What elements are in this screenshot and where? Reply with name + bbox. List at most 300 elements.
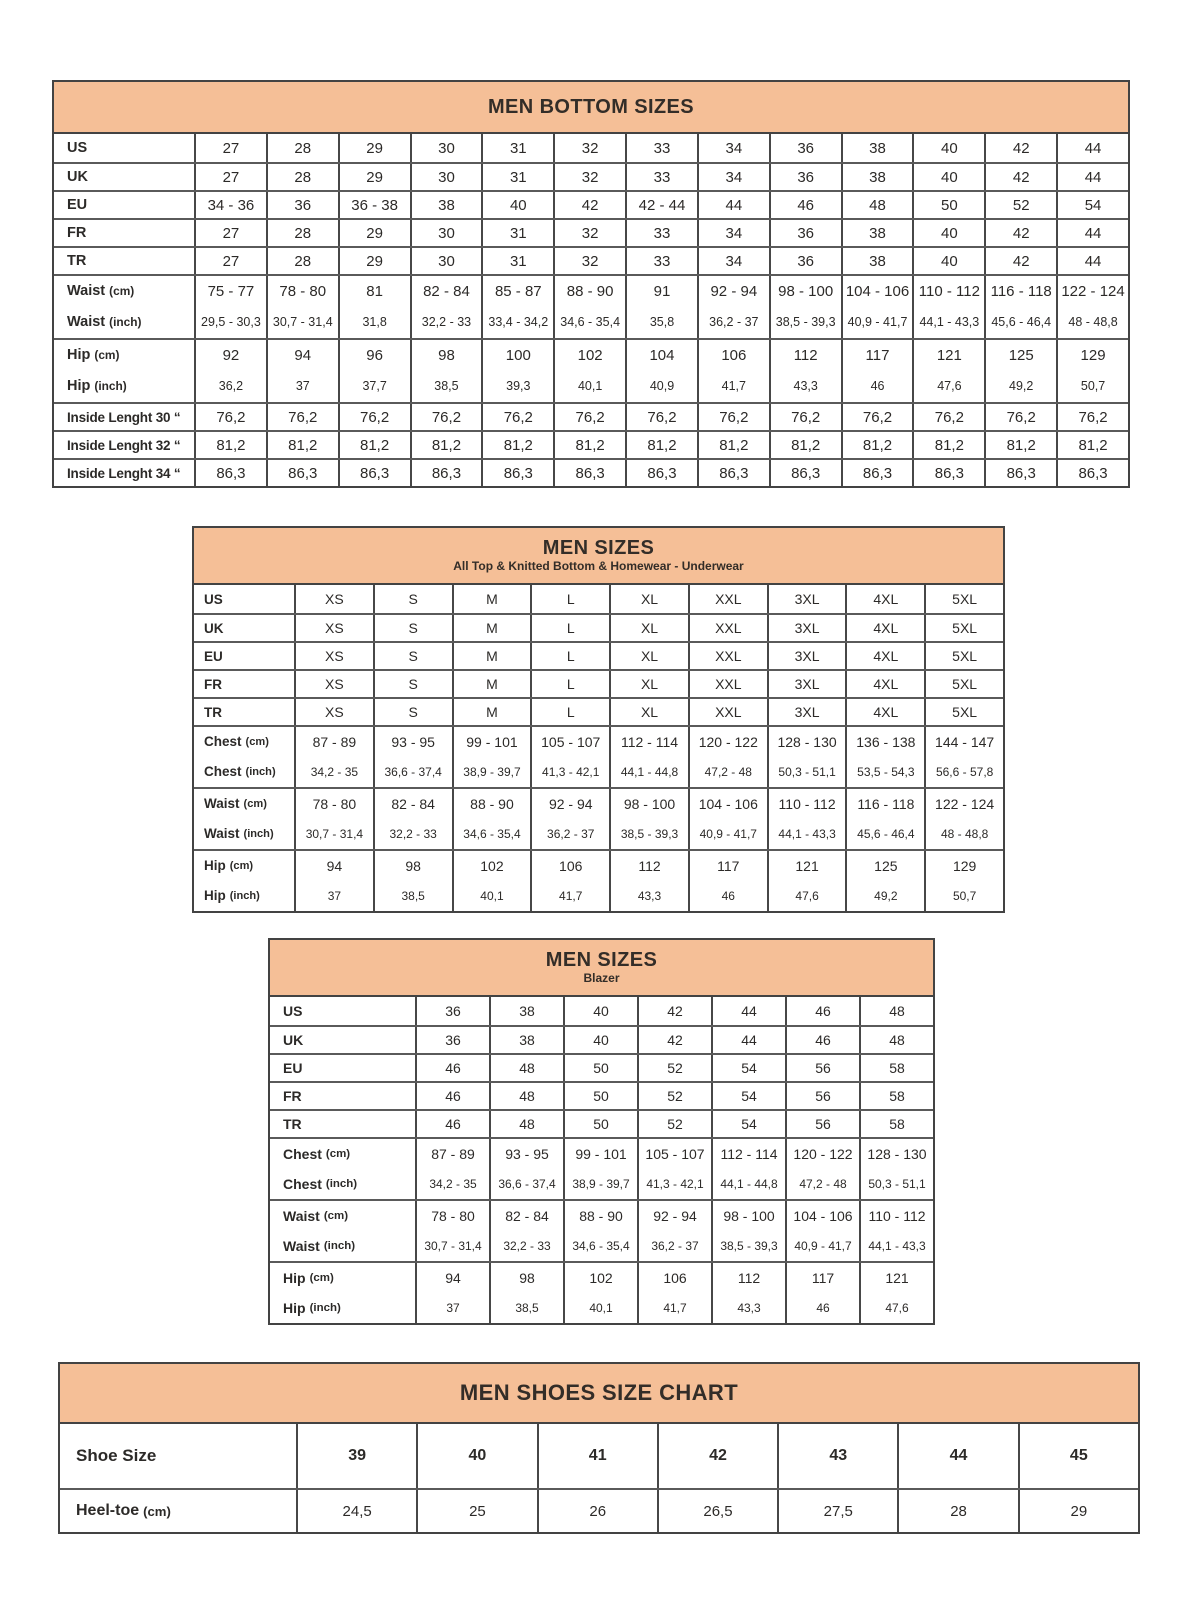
value-cell: XS [294, 615, 373, 641]
row-label-text: Hip [67, 378, 91, 394]
table-row-us [54, 134, 1128, 162]
value-cell: 86,3 [841, 460, 913, 486]
table-row-uk [194, 613, 1003, 641]
value-cell: 81,2 [1056, 432, 1128, 458]
value-cell: 38 [841, 220, 913, 246]
value-cell: 44,1 - 43,3 [859, 1230, 933, 1261]
value-cell: M [452, 585, 531, 613]
value-cell: 44 [1056, 220, 1128, 246]
value-cell: 48 [841, 192, 913, 218]
value-cell: 122 - 124 [924, 789, 1003, 818]
value-cell: 44,1 - 44,8 [711, 1168, 785, 1199]
value-cell: 38,5 - 39,3 [711, 1230, 785, 1261]
value-cell: 43,3 [711, 1292, 785, 1323]
value-cell: 100 [481, 340, 553, 370]
value-cell: 86,3 [769, 460, 841, 486]
value-cell: 112 - 114 [609, 727, 688, 756]
value-cell: 110 - 112 [912, 276, 984, 306]
value-cell: 41,3 - 42,1 [637, 1168, 711, 1199]
value-cell: 125 [984, 340, 1056, 370]
value-cell: 38,5 - 39,3 [769, 306, 841, 338]
value-cell: 40 [912, 248, 984, 274]
value-cell: 88 - 90 [452, 789, 531, 818]
table-row-tr [194, 697, 1003, 725]
value-cell: 81,2 [769, 432, 841, 458]
table-title: MEN SHOES SIZE CHART [459, 1380, 739, 1406]
row-label-text: FR [67, 225, 87, 241]
value-cell: 48 - 48,8 [1056, 306, 1128, 338]
row-label [54, 306, 194, 338]
table-row-waist-inch [194, 818, 1003, 849]
value-cell: 94 [266, 340, 338, 370]
value-cell: 44 [1056, 248, 1128, 274]
value-cell: 98 [373, 851, 452, 880]
value-cell: 81,2 [410, 432, 482, 458]
value-cell: L [530, 585, 609, 613]
value-cell: 36 - 38 [338, 192, 410, 218]
value-cell: 49,2 [984, 370, 1056, 402]
value-cell: 45,6 - 46,4 [984, 306, 1056, 338]
row-label-text: Heel-toe [76, 1502, 140, 1519]
value-cell: 48 [859, 997, 933, 1025]
value-cell: 102 [452, 851, 531, 880]
value-cell: 32,2 - 33 [410, 306, 482, 338]
value-cell: 94 [294, 851, 373, 880]
row-label [270, 1230, 415, 1261]
value-cell: 3XL [767, 699, 846, 725]
value-cell: 40,9 - 41,7 [841, 306, 913, 338]
table-row-eu [270, 1053, 933, 1081]
men-sizes-tops-header [194, 528, 1003, 585]
value-cell: 144 - 147 [924, 727, 1003, 756]
value-cell: 38,5 [373, 880, 452, 911]
value-cell: 28 [266, 134, 338, 162]
value-cell: L [530, 615, 609, 641]
value-cell: 54 [1056, 192, 1128, 218]
value-cell: 86,3 [912, 460, 984, 486]
value-cell: 125 [845, 851, 924, 880]
value-cell: 117 [841, 340, 913, 370]
value-cell: 81,2 [338, 432, 410, 458]
value-cell: S [373, 671, 452, 697]
value-cell: XXL [688, 585, 767, 613]
row-label [270, 1201, 415, 1230]
value-cell: 4XL [845, 615, 924, 641]
value-cell: 38,5 - 39,3 [609, 818, 688, 849]
value-cell: 50 [563, 1055, 637, 1081]
row-label [54, 164, 194, 190]
value-cell: 81,2 [984, 432, 1056, 458]
value-cell: 122 - 124 [1056, 276, 1128, 306]
row-label-unit: (cm) [143, 1503, 171, 1519]
value-cell: 5XL [924, 585, 1003, 613]
value-cell: 76,2 [266, 404, 338, 430]
value-cell: 110 - 112 [859, 1201, 933, 1230]
row-label-unit: (inch) [309, 1301, 341, 1314]
value-cell: 25 [416, 1490, 536, 1532]
value-cell: 92 - 94 [637, 1201, 711, 1230]
table-body [60, 1424, 1138, 1532]
value-cell: 98 - 100 [609, 789, 688, 818]
value-cell: 92 - 94 [530, 789, 609, 818]
value-cell: 102 [553, 340, 625, 370]
value-cell: 88 - 90 [553, 276, 625, 306]
value-cell: 56 [785, 1083, 859, 1109]
row-label [270, 1139, 415, 1168]
value-cell: 29 [1018, 1490, 1138, 1532]
row-label [194, 585, 294, 613]
value-cell: XS [294, 699, 373, 725]
row-label [54, 248, 194, 274]
value-cell: S [373, 585, 452, 613]
value-cell: XL [609, 699, 688, 725]
value-cell: 27 [194, 248, 266, 274]
value-cell: 43 [777, 1424, 897, 1488]
row-label [194, 851, 294, 880]
row-label [60, 1490, 296, 1532]
men-sizes-blazer-table [268, 938, 935, 1325]
table-row-inside-lenght-34 [54, 458, 1128, 486]
value-cell: 38 [489, 997, 563, 1025]
value-cell: 46 [415, 1083, 489, 1109]
value-cell: 52 [637, 1111, 711, 1137]
value-cell: 48 [489, 1055, 563, 1081]
table-row-hip-cm [194, 849, 1003, 880]
value-cell: 46 [841, 370, 913, 402]
value-cell: 4XL [845, 585, 924, 613]
value-cell: 76,2 [338, 404, 410, 430]
value-cell: 56 [785, 1111, 859, 1137]
value-cell: 42 [637, 1027, 711, 1053]
value-cell: 92 - 94 [697, 276, 769, 306]
value-cell: 27 [194, 164, 266, 190]
value-cell: 40 [912, 134, 984, 162]
value-cell: 42 [637, 997, 711, 1025]
value-cell: XL [609, 585, 688, 613]
table-row-waist-cm [194, 787, 1003, 818]
table-row-tr [270, 1109, 933, 1137]
value-cell: 40 [416, 1424, 536, 1488]
table-row-chest-cm [270, 1137, 933, 1168]
value-cell: 40,9 - 41,7 [688, 818, 767, 849]
value-cell: 42 [984, 248, 1056, 274]
value-cell: 27 [194, 134, 266, 162]
row-label-text: Waist [204, 826, 240, 841]
table-row-shoe-size [60, 1424, 1138, 1488]
value-cell: 78 - 80 [294, 789, 373, 818]
value-cell: 40 [481, 192, 553, 218]
value-cell: 44 [711, 997, 785, 1025]
row-label-unit: (cm) [245, 735, 269, 748]
value-cell: 121 [859, 1263, 933, 1292]
value-cell: 45 [1018, 1424, 1138, 1488]
table-row-hip-inch [54, 370, 1128, 402]
value-cell: 104 [625, 340, 697, 370]
value-cell: 40,9 - 41,7 [785, 1230, 859, 1261]
value-cell: 99 - 101 [452, 727, 531, 756]
value-cell: 91 [625, 276, 697, 306]
table-subtitle: All Top & Knitted Bottom & Homewear - Underwear [453, 559, 744, 574]
value-cell: 44,1 - 43,3 [912, 306, 984, 338]
table-title: MEN SIZES [542, 537, 655, 560]
table-row-chest-cm [194, 725, 1003, 756]
row-label [270, 1027, 415, 1053]
value-cell: 39,3 [481, 370, 553, 402]
value-cell: 104 - 106 [785, 1201, 859, 1230]
value-cell: 36 [769, 220, 841, 246]
row-label [194, 727, 294, 756]
row-label [194, 615, 294, 641]
value-cell: 98 - 100 [711, 1201, 785, 1230]
value-cell: 36,2 - 37 [530, 818, 609, 849]
row-label [270, 1263, 415, 1292]
value-cell: 93 - 95 [489, 1139, 563, 1168]
value-cell: 98 - 100 [769, 276, 841, 306]
value-cell: 40,1 [563, 1292, 637, 1323]
value-cell: 40 [912, 220, 984, 246]
row-label [54, 192, 194, 218]
value-cell: 46 [785, 1027, 859, 1053]
value-cell: 76,2 [769, 404, 841, 430]
men-bottom-sizes-table [52, 80, 1130, 488]
row-label-text: Waist [283, 1207, 320, 1224]
row-label-text: TR [204, 704, 222, 720]
value-cell: 43,3 [769, 370, 841, 402]
value-cell: L [530, 671, 609, 697]
value-cell: 39 [296, 1424, 416, 1488]
value-cell: 104 - 106 [841, 276, 913, 306]
table-row-uk [54, 162, 1128, 190]
row-label [54, 432, 194, 458]
value-cell: 128 - 130 [767, 727, 846, 756]
value-cell: 47,6 [859, 1292, 933, 1323]
value-cell: 47,2 - 48 [785, 1168, 859, 1199]
value-cell: 120 - 122 [785, 1139, 859, 1168]
value-cell: 112 - 114 [711, 1139, 785, 1168]
value-cell: 106 [637, 1263, 711, 1292]
row-label-text: Inside Lenght 30 “ [67, 409, 181, 425]
value-cell: 3XL [767, 671, 846, 697]
value-cell: 4XL [845, 671, 924, 697]
value-cell: XXL [688, 643, 767, 669]
value-cell: 34,6 - 35,4 [563, 1230, 637, 1261]
value-cell: 38,9 - 39,7 [563, 1168, 637, 1199]
value-cell: 33 [625, 164, 697, 190]
value-cell: 36 [415, 1027, 489, 1053]
value-cell: 38,9 - 39,7 [452, 756, 531, 787]
row-label [270, 1168, 415, 1199]
table-row-inside-lenght-32 [54, 430, 1128, 458]
row-label-unit: (cm) [325, 1147, 351, 1160]
value-cell: 30,7 - 31,4 [415, 1230, 489, 1261]
value-cell: 43,3 [609, 880, 688, 911]
value-cell: 121 [912, 340, 984, 370]
value-cell: 86,3 [625, 460, 697, 486]
value-cell: 85 - 87 [481, 276, 553, 306]
row-label-text: Inside Lenght 34 “ [67, 465, 181, 481]
table-row-uk [270, 1025, 933, 1053]
value-cell: 78 - 80 [415, 1201, 489, 1230]
table-row-heel-toe-cm [60, 1488, 1138, 1532]
row-label-unit: (inch) [325, 1177, 358, 1190]
row-label-unit: (inch) [109, 315, 142, 329]
value-cell: L [530, 699, 609, 725]
row-label [54, 134, 194, 162]
value-cell: 41 [537, 1424, 657, 1488]
value-cell: 75 - 77 [194, 276, 266, 306]
row-label [54, 460, 194, 486]
value-cell: 46 [769, 192, 841, 218]
value-cell: 50 [912, 192, 984, 218]
value-cell: 44 [1056, 134, 1128, 162]
table-row-fr [270, 1081, 933, 1109]
value-cell: 40,9 [625, 370, 697, 402]
value-cell: 98 [489, 1263, 563, 1292]
row-label-unit: (inch) [94, 379, 127, 393]
value-cell: 98 [410, 340, 482, 370]
value-cell: 99 - 101 [563, 1139, 637, 1168]
value-cell: 28 [266, 220, 338, 246]
row-label-text: Hip [204, 858, 226, 873]
table-row-hip-cm [270, 1261, 933, 1292]
value-cell: 40 [563, 1027, 637, 1053]
row-label-text: EU [204, 648, 223, 664]
value-cell: 33 [625, 248, 697, 274]
value-cell: 32 [553, 220, 625, 246]
row-label [60, 1424, 296, 1488]
value-cell: 30,7 - 31,4 [294, 818, 373, 849]
table-row-hip-inch [194, 880, 1003, 911]
row-label-text: Hip [204, 888, 226, 903]
table-title: MEN SIZES [545, 949, 658, 972]
table-body [270, 997, 933, 1323]
row-label-text: Waist [204, 796, 240, 811]
value-cell: 34 [697, 134, 769, 162]
value-cell: 56 [785, 1055, 859, 1081]
value-cell: 26 [537, 1490, 657, 1532]
value-cell: 52 [637, 1083, 711, 1109]
row-label-text: Inside Lenght 32 “ [67, 437, 181, 453]
row-label-unit: (inch) [243, 827, 274, 840]
value-cell: 54 [711, 1111, 785, 1137]
value-cell: 35,8 [625, 306, 697, 338]
value-cell: 37 [415, 1292, 489, 1323]
value-cell: 34 [697, 220, 769, 246]
value-cell: 106 [697, 340, 769, 370]
value-cell: 82 - 84 [373, 789, 452, 818]
value-cell: 92 [194, 340, 266, 370]
value-cell: 37 [266, 370, 338, 402]
value-cell: 87 - 89 [294, 727, 373, 756]
value-cell: 31 [481, 220, 553, 246]
value-cell: S [373, 615, 452, 641]
value-cell: M [452, 671, 531, 697]
value-cell: 26,5 [657, 1490, 777, 1532]
value-cell: 86,3 [1056, 460, 1128, 486]
row-label [54, 220, 194, 246]
value-cell: 47,6 [912, 370, 984, 402]
value-cell: 86,3 [984, 460, 1056, 486]
value-cell: 41,7 [530, 880, 609, 911]
value-cell: 37,7 [338, 370, 410, 402]
value-cell: 29,5 - 30,3 [194, 306, 266, 338]
value-cell: 46 [415, 1055, 489, 1081]
value-cell: 36 [266, 192, 338, 218]
row-label [194, 789, 294, 818]
value-cell: 33 [625, 220, 697, 246]
row-label-unit: (inch) [229, 889, 260, 902]
row-label-text: Chest [204, 734, 242, 749]
value-cell: 47,2 - 48 [688, 756, 767, 787]
table-row-inside-lenght-30 [54, 402, 1128, 430]
value-cell: XXL [688, 615, 767, 641]
row-label-unit: (inch) [323, 1239, 356, 1252]
value-cell: 42 [984, 220, 1056, 246]
value-cell: 38 [841, 134, 913, 162]
value-cell: 87 - 89 [415, 1139, 489, 1168]
row-label-unit: (inch) [245, 765, 276, 778]
value-cell: 32 [553, 248, 625, 274]
row-label-text: Hip [283, 1269, 306, 1286]
value-cell: 112 [769, 340, 841, 370]
value-cell: 52 [637, 1055, 711, 1081]
row-label-text: US [67, 140, 88, 156]
value-cell: 33,4 - 34,2 [481, 306, 553, 338]
row-label-text: Waist [283, 1237, 320, 1254]
value-cell: XS [294, 671, 373, 697]
value-cell: 86,3 [266, 460, 338, 486]
value-cell: 31,8 [338, 306, 410, 338]
value-cell: 50 [563, 1111, 637, 1137]
value-cell: 86,3 [338, 460, 410, 486]
value-cell: 42 - 44 [625, 192, 697, 218]
value-cell: XL [609, 671, 688, 697]
value-cell: 86,3 [697, 460, 769, 486]
value-cell: 78 - 80 [266, 276, 338, 306]
value-cell: 86,3 [481, 460, 553, 486]
value-cell: 40,1 [452, 880, 531, 911]
value-cell: 45,6 - 46,4 [845, 818, 924, 849]
value-cell: 24,5 [296, 1490, 416, 1532]
men-sizes-tops-table [192, 526, 1005, 913]
value-cell: 112 [711, 1263, 785, 1292]
value-cell: 46 [688, 880, 767, 911]
table-row-hip-cm [54, 338, 1128, 370]
value-cell: 34,2 - 35 [415, 1168, 489, 1199]
value-cell: 28 [266, 164, 338, 190]
value-cell: 32,2 - 33 [373, 818, 452, 849]
value-cell: 76,2 [984, 404, 1056, 430]
value-cell: 40 [563, 997, 637, 1025]
value-cell: 47,6 [767, 880, 846, 911]
row-label [194, 880, 294, 911]
value-cell: 76,2 [481, 404, 553, 430]
value-cell: 44,1 - 43,3 [767, 818, 846, 849]
row-label [270, 1111, 415, 1137]
value-cell: 76,2 [410, 404, 482, 430]
value-cell: 54 [711, 1055, 785, 1081]
value-cell: XL [609, 615, 688, 641]
value-cell: 30 [410, 164, 482, 190]
table-title: MEN BOTTOM SIZES [487, 95, 695, 118]
table-row-chest-inch [270, 1168, 933, 1199]
value-cell: 129 [924, 851, 1003, 880]
value-cell: 81,2 [481, 432, 553, 458]
value-cell: 36,2 - 37 [697, 306, 769, 338]
value-cell: 81 [338, 276, 410, 306]
value-cell: 81,2 [266, 432, 338, 458]
value-cell: 44 [711, 1027, 785, 1053]
